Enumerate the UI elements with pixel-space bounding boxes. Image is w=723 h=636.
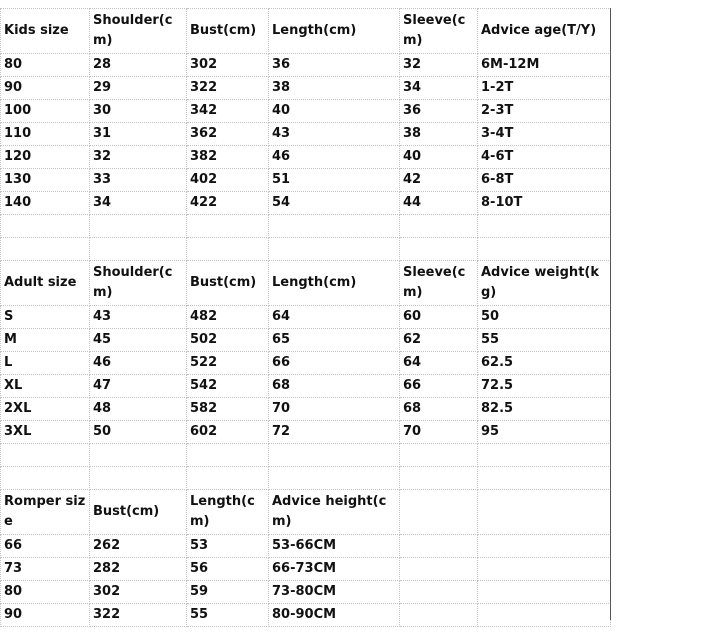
table-row bbox=[1, 100, 611, 123]
adult-bust-cell: 482 bbox=[187, 306, 269, 329]
table-row bbox=[1, 123, 611, 146]
spacer-row bbox=[1, 467, 611, 490]
spacer-row bbox=[1, 444, 611, 467]
romper-height-cell: 73-80CM bbox=[269, 581, 400, 604]
adult-size-cell: XL bbox=[1, 375, 90, 398]
romper-height-cell: 80-90CM bbox=[269, 604, 400, 627]
table-row bbox=[1, 169, 611, 192]
adult-bust-cell: 542 bbox=[187, 375, 269, 398]
size-chart-sheet bbox=[0, 8, 610, 627]
kids-shoulder-cell: 34 bbox=[90, 192, 187, 215]
romper-size-cell: 73 bbox=[1, 558, 90, 581]
adult-header-bust: Bust(cm) bbox=[187, 261, 269, 306]
table-row bbox=[1, 375, 611, 398]
kids-header-sleeve: Sleeve(cm) bbox=[400, 9, 478, 54]
kids-length-cell: 46 bbox=[269, 146, 400, 169]
table-row bbox=[1, 581, 611, 604]
table-row bbox=[1, 352, 611, 375]
kids-header-age: Advice age(T/Y) bbox=[478, 9, 611, 54]
table-row bbox=[1, 398, 611, 421]
kids-length-cell: 40 bbox=[269, 100, 400, 123]
adult-sleeve-cell: 70 bbox=[400, 421, 478, 444]
adult-length-cell: 70 bbox=[269, 398, 400, 421]
romper-header-size: Romper size bbox=[1, 490, 90, 535]
romper-bust-cell: 262 bbox=[90, 535, 187, 558]
romper-bust-cell: 282 bbox=[90, 558, 187, 581]
table-row bbox=[1, 421, 611, 444]
adult-header-weight: Advice weight(kg) bbox=[478, 261, 611, 306]
kids-sleeve-cell: 40 bbox=[400, 146, 478, 169]
kids-header-row bbox=[1, 9, 611, 54]
adult-shoulder-cell: 43 bbox=[90, 306, 187, 329]
adult-weight-cell: 72.5 bbox=[478, 375, 611, 398]
kids-header-length: Length(cm) bbox=[269, 9, 400, 54]
kids-bust-cell: 402 bbox=[187, 169, 269, 192]
table-row bbox=[1, 192, 611, 215]
romper-length-cell: 53 bbox=[187, 535, 269, 558]
kids-length-cell: 38 bbox=[269, 77, 400, 100]
romper-header-row bbox=[1, 490, 611, 535]
adult-length-cell: 68 bbox=[269, 375, 400, 398]
adult-sleeve-cell: 64 bbox=[400, 352, 478, 375]
kids-size-cell: 90 bbox=[1, 77, 90, 100]
adult-header-size: Adult size bbox=[1, 261, 90, 306]
kids-size-cell: 100 bbox=[1, 100, 90, 123]
adult-weight-cell: 55 bbox=[478, 329, 611, 352]
table-row bbox=[1, 535, 611, 558]
adult-shoulder-cell: 45 bbox=[90, 329, 187, 352]
adult-shoulder-cell: 47 bbox=[90, 375, 187, 398]
kids-bust-cell: 322 bbox=[187, 77, 269, 100]
adult-bust-cell: 602 bbox=[187, 421, 269, 444]
romper-height-cell: 53-66CM bbox=[269, 535, 400, 558]
kids-age-cell: 6M-12M bbox=[478, 54, 611, 77]
kids-shoulder-cell: 28 bbox=[90, 54, 187, 77]
romper-length-cell: 59 bbox=[187, 581, 269, 604]
kids-bust-cell: 382 bbox=[187, 146, 269, 169]
kids-shoulder-cell: 33 bbox=[90, 169, 187, 192]
table-row bbox=[1, 604, 611, 627]
kids-age-cell: 3-4T bbox=[478, 123, 611, 146]
kids-length-cell: 54 bbox=[269, 192, 400, 215]
adult-sleeve-cell: 62 bbox=[400, 329, 478, 352]
kids-bust-cell: 362 bbox=[187, 123, 269, 146]
adult-length-cell: 65 bbox=[269, 329, 400, 352]
adult-header-length: Length(cm) bbox=[269, 261, 400, 306]
kids-age-cell: 6-8T bbox=[478, 169, 611, 192]
size-chart-table bbox=[0, 8, 611, 627]
adult-header-sleeve: Sleeve(cm) bbox=[400, 261, 478, 306]
adult-sleeve-cell: 66 bbox=[400, 375, 478, 398]
kids-bust-cell: 342 bbox=[187, 100, 269, 123]
kids-bust-cell: 302 bbox=[187, 54, 269, 77]
kids-length-cell: 36 bbox=[269, 54, 400, 77]
kids-size-cell: 110 bbox=[1, 123, 90, 146]
adult-weight-cell: 95 bbox=[478, 421, 611, 444]
kids-header-size: Kids size bbox=[1, 9, 90, 54]
kids-header-bust: Bust(cm) bbox=[187, 9, 269, 54]
adult-shoulder-cell: 48 bbox=[90, 398, 187, 421]
kids-shoulder-cell: 29 bbox=[90, 77, 187, 100]
romper-size-cell: 90 bbox=[1, 604, 90, 627]
adult-header-row bbox=[1, 261, 611, 306]
romper-header-length: Length(cm) bbox=[187, 490, 269, 535]
romper-size-cell: 80 bbox=[1, 581, 90, 604]
table-row bbox=[1, 77, 611, 100]
kids-sleeve-cell: 36 bbox=[400, 100, 478, 123]
adult-weight-cell: 50 bbox=[478, 306, 611, 329]
kids-shoulder-cell: 30 bbox=[90, 100, 187, 123]
adult-size-cell: 2XL bbox=[1, 398, 90, 421]
romper-height-cell: 66-73CM bbox=[269, 558, 400, 581]
adult-size-cell: S bbox=[1, 306, 90, 329]
kids-length-cell: 51 bbox=[269, 169, 400, 192]
kids-size-cell: 130 bbox=[1, 169, 90, 192]
romper-length-cell: 56 bbox=[187, 558, 269, 581]
romper-header-height: Advice height(cm) bbox=[269, 490, 400, 535]
spacer-row bbox=[1, 238, 611, 261]
romper-bust-cell: 302 bbox=[90, 581, 187, 604]
romper-length-cell: 55 bbox=[187, 604, 269, 627]
adult-shoulder-cell: 46 bbox=[90, 352, 187, 375]
kids-shoulder-cell: 31 bbox=[90, 123, 187, 146]
kids-sleeve-cell: 32 bbox=[400, 54, 478, 77]
adult-header-shoulder: Shoulder(cm) bbox=[90, 261, 187, 306]
romper-bust-cell: 322 bbox=[90, 604, 187, 627]
adult-sleeve-cell: 60 bbox=[400, 306, 478, 329]
romper-header-bust: Bust(cm) bbox=[90, 490, 187, 535]
romper-size-cell: 66 bbox=[1, 535, 90, 558]
kids-age-cell: 2-3T bbox=[478, 100, 611, 123]
kids-size-cell: 140 bbox=[1, 192, 90, 215]
adult-bust-cell: 522 bbox=[187, 352, 269, 375]
kids-size-cell: 80 bbox=[1, 54, 90, 77]
table-row bbox=[1, 558, 611, 581]
spacer-row bbox=[1, 215, 611, 238]
kids-sleeve-cell: 44 bbox=[400, 192, 478, 215]
adult-weight-cell: 62.5 bbox=[478, 352, 611, 375]
kids-age-cell: 1-2T bbox=[478, 77, 611, 100]
adult-bust-cell: 582 bbox=[187, 398, 269, 421]
adult-shoulder-cell: 50 bbox=[90, 421, 187, 444]
kids-shoulder-cell: 32 bbox=[90, 146, 187, 169]
kids-length-cell: 43 bbox=[269, 123, 400, 146]
adult-size-cell: L bbox=[1, 352, 90, 375]
table-row bbox=[1, 146, 611, 169]
adult-weight-cell: 82.5 bbox=[478, 398, 611, 421]
adult-length-cell: 66 bbox=[269, 352, 400, 375]
adult-length-cell: 64 bbox=[269, 306, 400, 329]
adult-bust-cell: 502 bbox=[187, 329, 269, 352]
table-row bbox=[1, 306, 611, 329]
adult-size-cell: M bbox=[1, 329, 90, 352]
table-row bbox=[1, 54, 611, 77]
kids-sleeve-cell: 42 bbox=[400, 169, 478, 192]
adult-sleeve-cell: 68 bbox=[400, 398, 478, 421]
table-row bbox=[1, 329, 611, 352]
kids-sleeve-cell: 34 bbox=[400, 77, 478, 100]
kids-age-cell: 4-6T bbox=[478, 146, 611, 169]
kids-sleeve-cell: 38 bbox=[400, 123, 478, 146]
kids-header-shoulder: Shoulder(cm) bbox=[90, 9, 187, 54]
page-edge-divider bbox=[610, 8, 611, 620]
kids-bust-cell: 422 bbox=[187, 192, 269, 215]
kids-size-cell: 120 bbox=[1, 146, 90, 169]
adult-size-cell: 3XL bbox=[1, 421, 90, 444]
kids-age-cell: 8-10T bbox=[478, 192, 611, 215]
adult-length-cell: 72 bbox=[269, 421, 400, 444]
